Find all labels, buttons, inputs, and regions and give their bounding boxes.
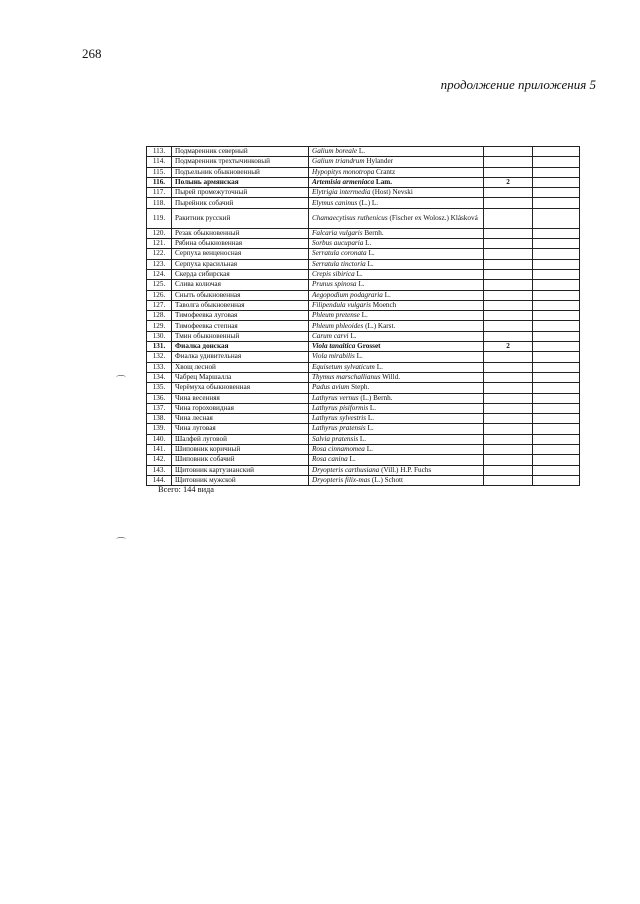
row-number-cell: 129.: [147, 321, 172, 331]
russian-name-cell: Фиалка удивительная: [172, 352, 309, 362]
table-row: [147, 157, 580, 167]
russian-name-cell: Шиповник коричный: [172, 445, 309, 455]
table-row: [147, 208, 580, 228]
category-cell: [484, 445, 533, 455]
russian-name-cell: Слива колючая: [172, 280, 309, 290]
latin-name-cell: [309, 198, 484, 208]
latin-name-cell: [309, 414, 484, 424]
latin-author: (L.) Bernh.: [358, 393, 393, 402]
extra-cell: [533, 331, 580, 341]
russian-name-cell: Пырейник собачий: [172, 198, 309, 208]
table-row: [147, 445, 580, 455]
russian-name-cell: Тимофеевка луговая: [172, 311, 309, 321]
row-number-cell: 122.: [147, 249, 172, 259]
row-number-cell: 138.: [147, 414, 172, 424]
extra-cell: [533, 455, 580, 465]
latin-name-cell: [309, 342, 484, 352]
table-row: [147, 414, 580, 424]
latin-author: L.: [382, 290, 391, 299]
category-cell: [484, 239, 533, 249]
latin-name-cell: [309, 362, 484, 372]
species-table: [146, 146, 580, 486]
row-number-cell: 130.: [147, 331, 172, 341]
extra-cell: [533, 228, 580, 238]
category-cell: [484, 269, 533, 279]
extra-cell: [533, 321, 580, 331]
table-row: [147, 383, 580, 393]
table-row: [147, 290, 580, 300]
latin-name-cell: [309, 300, 484, 310]
latin-name-cell: [309, 208, 484, 228]
latin-genus-species: Hypopitys monotropa: [312, 167, 375, 176]
latin-author: (L.) Karst.: [363, 321, 396, 330]
latin-name-cell: [309, 280, 484, 290]
extra-cell: [533, 249, 580, 259]
russian-name-cell: Тмин обыкновенный: [172, 331, 309, 341]
russian-name-cell: Тимофеевка степная: [172, 321, 309, 331]
latin-genus-species: Serratula coronata: [312, 249, 367, 258]
russian-name-cell: Подмаренник северный: [172, 147, 309, 157]
russian-name-cell: Чина луговая: [172, 424, 309, 434]
latin-name-cell: [309, 177, 484, 187]
latin-genus-species: Serratula tinctoria: [312, 259, 366, 268]
latin-author: L.: [358, 434, 367, 443]
category-cell: [484, 465, 533, 475]
latin-genus-species: Artemisia armeniaca: [312, 177, 375, 186]
latin-name-cell: [309, 393, 484, 403]
latin-genus-species: Rosa cinnamomea: [312, 445, 365, 454]
latin-name-cell: [309, 372, 484, 382]
row-number-cell: 137.: [147, 403, 172, 413]
latin-author: (Vill.) H.P. Fuchs: [379, 465, 432, 474]
table-body: [147, 147, 580, 486]
category-cell: 2: [484, 342, 533, 352]
russian-name-cell: Чабрец Маршалла: [172, 372, 309, 382]
extra-cell: [533, 414, 580, 424]
category-cell: [484, 280, 533, 290]
category-cell: [484, 259, 533, 269]
category-cell: [484, 208, 533, 228]
russian-name-cell: Таволга обыкновенная: [172, 300, 309, 310]
latin-name-cell: [309, 157, 484, 167]
latin-genus-species: Equisetum sylvaticum: [312, 362, 375, 371]
latin-genus-species: Lathyrus sylvestris: [312, 414, 367, 423]
latin-name-cell: [309, 188, 484, 198]
russian-name-cell: Полынь армянская: [172, 177, 309, 187]
latin-name-cell: [309, 290, 484, 300]
category-cell: [484, 228, 533, 238]
extra-cell: [533, 300, 580, 310]
latin-author: Crantz: [374, 167, 396, 176]
latin-name-cell: [309, 383, 484, 393]
category-cell: [484, 434, 533, 444]
category-cell: [484, 188, 533, 198]
latin-author: Willd.: [380, 372, 401, 381]
russian-name-cell: Фиалка донская: [172, 342, 309, 352]
row-number-cell: 116.: [147, 177, 172, 187]
latin-name-cell: [309, 311, 484, 321]
extra-cell: [533, 208, 580, 228]
latin-genus-species: Lathyrus pisiformis: [312, 403, 369, 412]
extra-cell: [533, 290, 580, 300]
row-number-cell: 128.: [147, 311, 172, 321]
latin-author: L.: [364, 445, 373, 454]
russian-name-cell: Чина гороховидная: [172, 403, 309, 413]
category-cell: [484, 331, 533, 341]
table-row: [147, 311, 580, 321]
latin-name-cell: [309, 167, 484, 177]
latin-author: L.: [347, 455, 356, 464]
extra-cell: [533, 311, 580, 321]
extra-cell: [533, 362, 580, 372]
table-row: [147, 167, 580, 177]
row-number-cell: 143.: [147, 465, 172, 475]
latin-genus-species: Filipendula vulgaris: [312, 300, 371, 309]
extra-cell: [533, 167, 580, 177]
row-number-cell: 135.: [147, 383, 172, 393]
category-cell: [484, 383, 533, 393]
category-cell: [484, 475, 533, 485]
category-cell: [484, 300, 533, 310]
category-cell: [484, 424, 533, 434]
row-number-cell: 139.: [147, 424, 172, 434]
extra-cell: [533, 465, 580, 475]
row-number-cell: 121.: [147, 239, 172, 249]
row-number-cell: 141.: [147, 445, 172, 455]
category-cell: [484, 372, 533, 382]
latin-name-cell: [309, 249, 484, 259]
latin-author: Steph.: [349, 383, 370, 392]
latin-author: Lam.: [374, 177, 393, 186]
extra-cell: [533, 198, 580, 208]
row-number-cell: 119.: [147, 208, 172, 228]
row-number-cell: 132.: [147, 352, 172, 362]
extra-cell: [533, 177, 580, 187]
russian-name-cell: Хвощ лесной: [172, 362, 309, 372]
extra-cell: [533, 424, 580, 434]
extra-cell: [533, 147, 580, 157]
russian-name-cell: Рябина обыкновенная: [172, 239, 309, 249]
russian-name-cell: Ракитник русский: [172, 208, 309, 228]
extra-cell: [533, 157, 580, 167]
latin-name-cell: [309, 434, 484, 444]
latin-author: Bernh.: [362, 228, 384, 237]
latin-genus-species: Phleum phleoides: [312, 321, 364, 330]
latin-genus-species: Falcaria vulgaris: [312, 228, 363, 237]
russian-name-cell: Щитовник картузианский: [172, 465, 309, 475]
category-cell: [484, 321, 533, 331]
latin-name-cell: [309, 465, 484, 475]
category-cell: [484, 362, 533, 372]
latin-author: L.: [357, 147, 366, 156]
latin-author: (L.) L.: [357, 198, 379, 207]
category-cell: [484, 455, 533, 465]
category-cell: [484, 198, 533, 208]
russian-name-cell: Шиповник собачий: [172, 455, 309, 465]
latin-name-cell: [309, 259, 484, 269]
table-row: [147, 239, 580, 249]
latin-name-cell: [309, 228, 484, 238]
extra-cell: [533, 372, 580, 382]
table-row: [147, 198, 580, 208]
table-row: [147, 259, 580, 269]
table-row: [147, 352, 580, 362]
latin-author: (Fischer ex Wolosz.) Klásková: [387, 213, 478, 222]
latin-name-cell: [309, 424, 484, 434]
row-number-cell: 136.: [147, 393, 172, 403]
latin-genus-species: Lathyrus pratensis: [312, 424, 366, 433]
latin-genus-species: Galium boreale: [312, 147, 358, 156]
table-row: [147, 342, 580, 352]
table-row: [147, 455, 580, 465]
latin-genus-species: Chamaecytisus ruthenicus: [312, 213, 388, 222]
extra-cell: [533, 403, 580, 413]
latin-genus-species: Phleum pretense: [312, 311, 360, 320]
latin-author: L.: [365, 424, 374, 433]
table-row: [147, 177, 580, 187]
russian-name-cell: Подмаренник трехтычинковый: [172, 157, 309, 167]
table-row: [147, 424, 580, 434]
continuation-header: продолжение приложения 5: [440, 77, 596, 92]
extra-cell: [533, 475, 580, 485]
page-number: 268: [82, 46, 102, 61]
latin-author: L.: [359, 311, 368, 320]
latin-author: L.: [354, 352, 363, 361]
table-row: [147, 300, 580, 310]
latin-author: L.: [354, 270, 363, 279]
table-row: [147, 331, 580, 341]
table-row: [147, 372, 580, 382]
table-row: [147, 393, 580, 403]
latin-author: L.: [363, 239, 372, 248]
extra-cell: [533, 393, 580, 403]
russian-name-cell: Серпуха красильная: [172, 259, 309, 269]
latin-genus-species: Rosa canina: [312, 455, 348, 464]
row-number-cell: 113.: [147, 147, 172, 157]
latin-author: L.: [348, 331, 357, 340]
row-number-cell: 133.: [147, 362, 172, 372]
latin-name-cell: [309, 445, 484, 455]
extra-cell: [533, 239, 580, 249]
row-number-cell: 127.: [147, 300, 172, 310]
table-row: [147, 321, 580, 331]
latin-genus-species: Elymus caninus: [312, 198, 358, 207]
russian-name-cell: Резак обыкновенный: [172, 228, 309, 238]
extra-cell: [533, 352, 580, 362]
row-number-cell: 125.: [147, 280, 172, 290]
row-number-cell: 126.: [147, 290, 172, 300]
row-number-cell: 124.: [147, 269, 172, 279]
latin-genus-species: Dryopteris carthusiana: [312, 465, 380, 474]
latin-author: (Host) Nevski: [370, 188, 413, 197]
table-row: [147, 269, 580, 279]
russian-name-cell: Пырей промежуточный: [172, 188, 309, 198]
latin-author: L.: [356, 280, 365, 289]
latin-genus-species: Aegopodium podagraria: [312, 290, 383, 299]
category-cell: [484, 167, 533, 177]
russian-name-cell: Черёмуха обыкновенная: [172, 383, 309, 393]
latin-genus-species: Prunus spinosa: [312, 280, 357, 289]
russian-name-cell: Подъельник обыкновенный: [172, 167, 309, 177]
category-cell: [484, 403, 533, 413]
row-number-cell: 134.: [147, 372, 172, 382]
latin-name-cell: [309, 239, 484, 249]
category-cell: [484, 157, 533, 167]
scan-mark-upper: ⌒: [116, 376, 126, 387]
table-row: [147, 228, 580, 238]
extra-cell: [533, 342, 580, 352]
row-number-cell: 118.: [147, 198, 172, 208]
table-row: [147, 403, 580, 413]
extra-cell: [533, 188, 580, 198]
latin-author: L.: [366, 414, 375, 423]
row-number-cell: 142.: [147, 455, 172, 465]
latin-author: (L.) Schott: [370, 475, 404, 484]
row-number-cell: 120.: [147, 228, 172, 238]
extra-cell: [533, 445, 580, 455]
latin-name-cell: [309, 352, 484, 362]
latin-genus-species: Viola tanaitica: [312, 342, 356, 351]
latin-genus-species: Carum carvi: [312, 331, 349, 340]
latin-author: Grosset: [355, 342, 381, 351]
category-cell: [484, 290, 533, 300]
russian-name-cell: Чина весенняя: [172, 393, 309, 403]
row-number-cell: 114.: [147, 157, 172, 167]
latin-genus-species: Elytrigia intermedia: [312, 188, 371, 197]
extra-cell: [533, 383, 580, 393]
category-cell: [484, 393, 533, 403]
row-number-cell: 144.: [147, 475, 172, 485]
row-number-cell: 131.: [147, 342, 172, 352]
extra-cell: [533, 259, 580, 269]
latin-name-cell: [309, 475, 484, 485]
russian-name-cell: Чина лесная: [172, 414, 309, 424]
category-cell: [484, 414, 533, 424]
latin-genus-species: Salvia pratensis: [312, 434, 359, 443]
russian-name-cell: Щитовник мужской: [172, 475, 309, 485]
table-row: [147, 249, 580, 259]
russian-name-cell: Серпуха венценосная: [172, 249, 309, 259]
scan-mark-lower: ⌒: [116, 538, 126, 549]
latin-author: L.: [366, 249, 375, 258]
row-number-cell: 140.: [147, 434, 172, 444]
extra-cell: [533, 269, 580, 279]
latin-genus-species: Sorbus aucuparia: [312, 239, 364, 248]
category-cell: [484, 147, 533, 157]
latin-author: Hylander: [364, 157, 394, 166]
latin-author: L.: [365, 259, 374, 268]
latin-name-cell: [309, 269, 484, 279]
latin-name-cell: [309, 455, 484, 465]
latin-author: Moench: [370, 300, 397, 309]
russian-name-cell: Сныть обыкновенная: [172, 290, 309, 300]
category-cell: [484, 249, 533, 259]
russian-name-cell: Скерда сибирская: [172, 269, 309, 279]
extra-cell: [533, 434, 580, 444]
table-row: [147, 188, 580, 198]
latin-name-cell: [309, 331, 484, 341]
table-row: [147, 280, 580, 290]
row-number-cell: 123.: [147, 259, 172, 269]
category-cell: [484, 311, 533, 321]
row-number-cell: 115.: [147, 167, 172, 177]
category-cell: 2: [484, 177, 533, 187]
table-row: [147, 434, 580, 444]
russian-name-cell: Шалфей луговой: [172, 434, 309, 444]
latin-author: L.: [374, 362, 383, 371]
latin-genus-species: Dryopteris filix-mas: [312, 475, 371, 484]
latin-name-cell: [309, 147, 484, 157]
latin-author: L.: [368, 403, 377, 412]
table-row: [147, 147, 580, 157]
table-row: [147, 362, 580, 372]
category-cell: [484, 352, 533, 362]
table-row: [147, 465, 580, 475]
latin-genus-species: Viola mirabilis: [312, 352, 355, 361]
total-count: Всего: 144 вида: [158, 485, 215, 494]
latin-genus-species: Galium triandrum: [312, 157, 365, 166]
latin-name-cell: [309, 321, 484, 331]
row-number-cell: 117.: [147, 188, 172, 198]
latin-genus-species: Padus avium: [312, 383, 350, 392]
latin-name-cell: [309, 403, 484, 413]
latin-genus-species: Crepis sibirica: [312, 270, 355, 279]
latin-genus-species: Lathyrus vernus: [312, 393, 359, 402]
latin-genus-species: Thymus marschallianus: [312, 372, 381, 381]
extra-cell: [533, 280, 580, 290]
